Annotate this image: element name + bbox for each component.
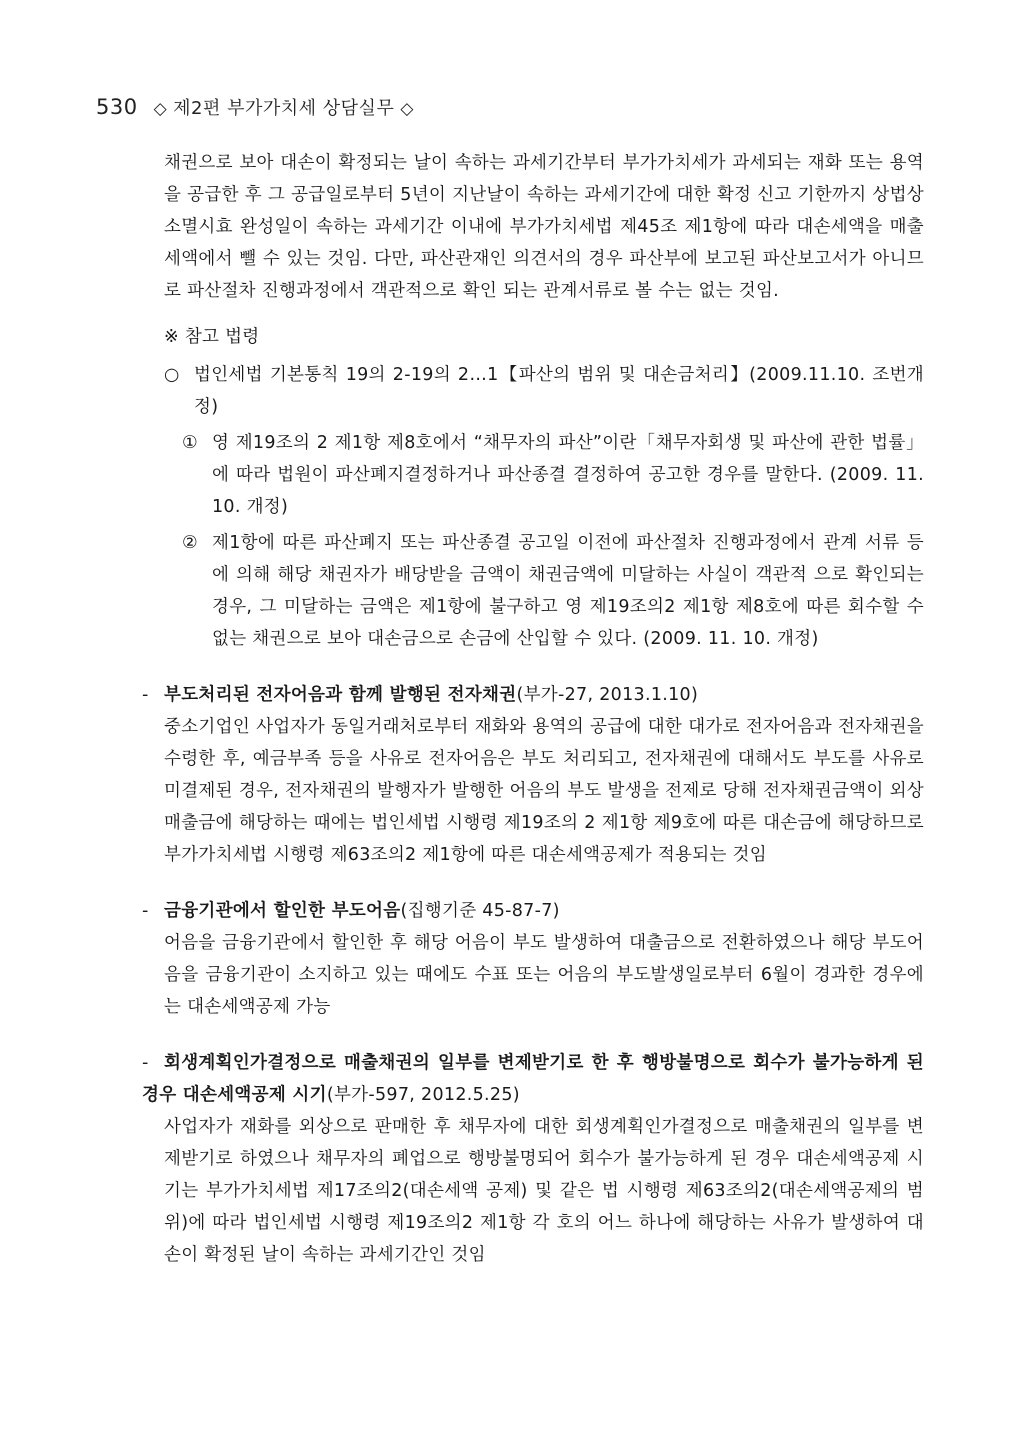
dash-bullet: - [142,685,149,705]
reference-circle-text: 법인세법 기본통칙 19의 2-19의 2…1【파산의 범위 및 대손금처리】(2009.11.10. 조번개정) [194,365,924,417]
section-title: 금융기관에서 할인한 부도어음 [164,901,401,921]
item-number: ② [182,533,198,553]
case-section [142,1047,924,1271]
reference-heading: ※ 참고 법령 [164,327,260,347]
dash-bullet: - [142,901,149,921]
reference-circle-item [164,359,924,423]
section-citation: (집행기준 45-87-7) [400,901,560,921]
item-text: 제1항에 따른 파산폐지 또는 파산종결 공고일 이전에 파산절차 진행과정에서 관계 서류 등에 의해 해당 채권자가 배당받을 금액이 채권금액에 미달하는 사실이 객관적 으로 확인되는 경우, 그 미달하는 금액은 제1항에 불구하고 영 제19조의2 제1항 제8호에 따른 회수할 수 없는 채권으로 보아 대손금으로 손금에 산입할 수 있다. (2009. 11. 10. 개정) [212,533,924,649]
dash-bullet: - [142,1053,149,1073]
page-header [96,94,420,120]
section-title: 회생계획인가결정으로 매출채권의 일부를 변제받기로 한 후 행방불명으로 회수가 불가능하게 된 경우 대손세액공제 시기 [142,1053,924,1105]
page-content [142,147,924,1271]
reference-numbered-item [164,427,924,523]
section-body: 중소기업인 사업자가 동일거래처로부터 재화와 용역의 공급에 대한 대가로 전자어음과 전자채권을 수령한 후, 예금부족 등을 사유로 전자어음은 부도 처리되고, 전자채권에 대해서도 부도를 사유로 미결제된 경우, 전자채권의 발행자가 발행한 어음의 부도 발생을 전제로 당해 전자채권금액이 외상매출금에 해당하는 때에는 법인세법 시행령 제19조의 2 제1항 제9호에 따른 대손금에 해당하므로 부가가치세법 시행령 제63조의2 제1항에 따른 대손세액공제가 적용되는 것임 [164,717,924,865]
section-citation: (부가-27, 2013.1.10) [516,685,699,705]
case-section [142,895,924,1023]
page-number: 530 [96,95,138,119]
section-body: 어음을 금융기관에서 할인한 후 해당 어음이 부도 발생하여 대출금으로 전환하였으나 해당 부도어음을 금융기관이 소지하고 있는 때에도 수표 또는 어음의 부도발생일로부터 6월이 경과한 경우에는 대손세액공제 가능 [164,933,924,1017]
section-heading [142,895,924,927]
item-text: 영 제19조의 2 제1항 제8호에서 “채무자의 파산”이란「채무자회생 및 파산에 관한 법률」에 따라 법원이 파산폐지결정하거나 파산종결 결정하여 공고한 경우를 말한다. (2009. 11. 10. 개정) [212,433,924,517]
section-heading [142,1047,924,1111]
section-body: 사업자가 재화를 외상으로 판매한 후 채무자에 대한 회생계획인가결정으로 매출채권의 일부를 변제받기로 하였으나 채무자의 폐업으로 행방불명되어 회수가 불가능하게 된 경우 대손세액공제 시기는 부가가치세법 제17조의2(대손세액 공제) 및 같은 법 시행령 제63조의2(대손세액공제의 범위)에 따라 법인세법 시행령 제19조의2 제1항 각 호의 어느 하나에 해당하는 사유가 발생하여 대손이 확정된 날이 속하는 과세기간인 것임 [164,1117,924,1265]
circle-bullet-icon: ○ [164,365,180,385]
diamond-icon: ◇ [400,99,414,119]
section-heading [142,679,924,711]
reference-numbered-item [164,527,924,655]
section-citation: (부가-597, 2012.5.25) [326,1085,520,1105]
case-section [142,679,924,871]
intro-paragraph: 채권으로 보아 대손이 확정되는 날이 속하는 과세기간부터 부가가치세가 과세되는 재화 또는 용역을 공급한 후 그 공급일로부터 5년이 지난날이 속하는 과세기간에 대한 확정 신고 기한까지 상법상 소멸시효 완성일이 속하는 과세기간 이내에 부가가치세법 제45조 제1항에 따라 대손세액을 매출세액에서 뺄 수 있는 것임. 다만, 파산관재인 의견서의 경우 파산부에 보고된 파산보고서가 아니므로 파산절차 진행과정에서 객관적으로 확인 되는 관계서류로 볼 수는 없는 것임. [164,153,924,301]
section-title: 부도처리된 전자어음과 함께 발행된 전자채권 [164,685,517,705]
diamond-icon: ◇ [153,99,168,119]
chapter-title: 제2편 부가가치세 상담실무 [173,98,395,119]
item-number: ① [182,433,198,453]
